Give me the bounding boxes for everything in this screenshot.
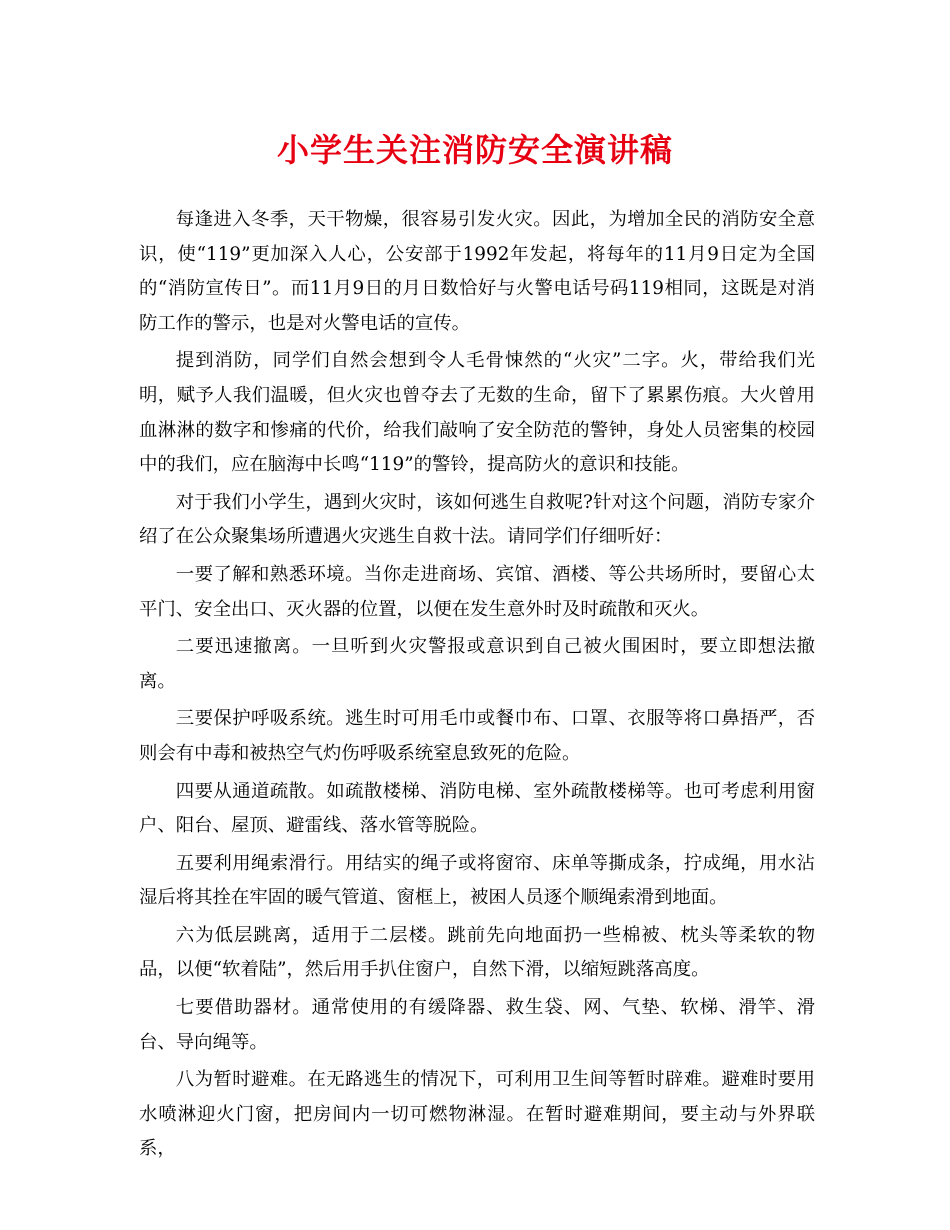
document-body [139, 203, 815, 1167]
paragraph: 提到消防，同学们自然会想到令人毛骨悚然的“火灾”二字。火，带给我们光明，赋予人我们温暖，但火灾也曾夺去了无数的生命，留下了累累伤痕。大火曾用血淋淋的数字和惨痛的代价，给我们敲响了安全防范的警钟，身处人员密集的校园中的我们，应在脑海中长鸣“119”的警铃，提高防火的意识和技能。 [139, 350, 815, 476]
document-title: 小学生关注消防安全演讲稿 [276, 131, 673, 169]
paragraph: 五要利用绳索滑行。用结实的绳子或将窗帘、床单等撕成条，拧成绳，用水沾湿后将其拴在牢固的暖气管道、窗框上，被困人员逐个顺绳索滑到地面。 [139, 852, 815, 909]
paragraph: 三要保护呼吸系统。逃生时可用毛巾或餐巾布、口罩、衣服等将口鼻捂严，否则会有中毒和被热空气灼伤呼吸系统窒息致死的危险。 [139, 708, 815, 764]
paragraph: 四要从通道疏散。如疏散楼梯、消防电梯、室外疏散楼梯等。也可考虑利用窗户、阳台、屋顶、避雷线、落水管等脱险。 [139, 780, 815, 837]
paragraph: 六为低层跳离，适用于二层楼。跳前先向地面扔一些棉被、枕头等柔软的物品，以便“软着陆”，然后用手扒住窗户，自然下滑，以缩短跳落高度。 [139, 924, 815, 981]
paragraph: 八为暂时避难。在无路逃生的情况下，可利用卫生间等暂时辟难。避难时要用水喷淋迎火门窗，把房间内一切可燃物淋湿。在暂时避难期间，要主动与外界联系， [139, 1069, 815, 1160]
paragraph: 二要迅速撤离。一旦听到火灾警报或意识到自己被火围困时，要立即想法撤离。 [139, 636, 815, 692]
paragraph: 每逢进入冬季，天干物燥，很容易引发火灾。因此，为增加全民的消防安全意识，使“119”更加深入人心，公安部于1992年发起，将每年的11月9日定为全国的“消防宣传日”。而11月9日的月日数恰好与火警电话号码119相同，这既是对消防工作的警示，也是对火警电话的宣传。 [139, 209, 815, 334]
paragraph: 对于我们小学生，遇到火灾时，该如何逃生自救呢?针对这个问题，消防专家介绍了在公众聚集场所遭遇火灾逃生自救十法。请同学们仔细听好： [139, 491, 815, 548]
paragraph: 一要了解和熟悉环境。当你走进商场、宾馆、酒楼、等公共场所时，要留心太平门、安全出口、灭火器的位置，以便在发生意外时及时疏散和灭火。 [139, 563, 815, 620]
paragraph: 七要借助器材。通常使用的有缓降器、救生袋、网、气垫、软梯、滑竿、滑台、导向绳等。 [139, 997, 815, 1053]
